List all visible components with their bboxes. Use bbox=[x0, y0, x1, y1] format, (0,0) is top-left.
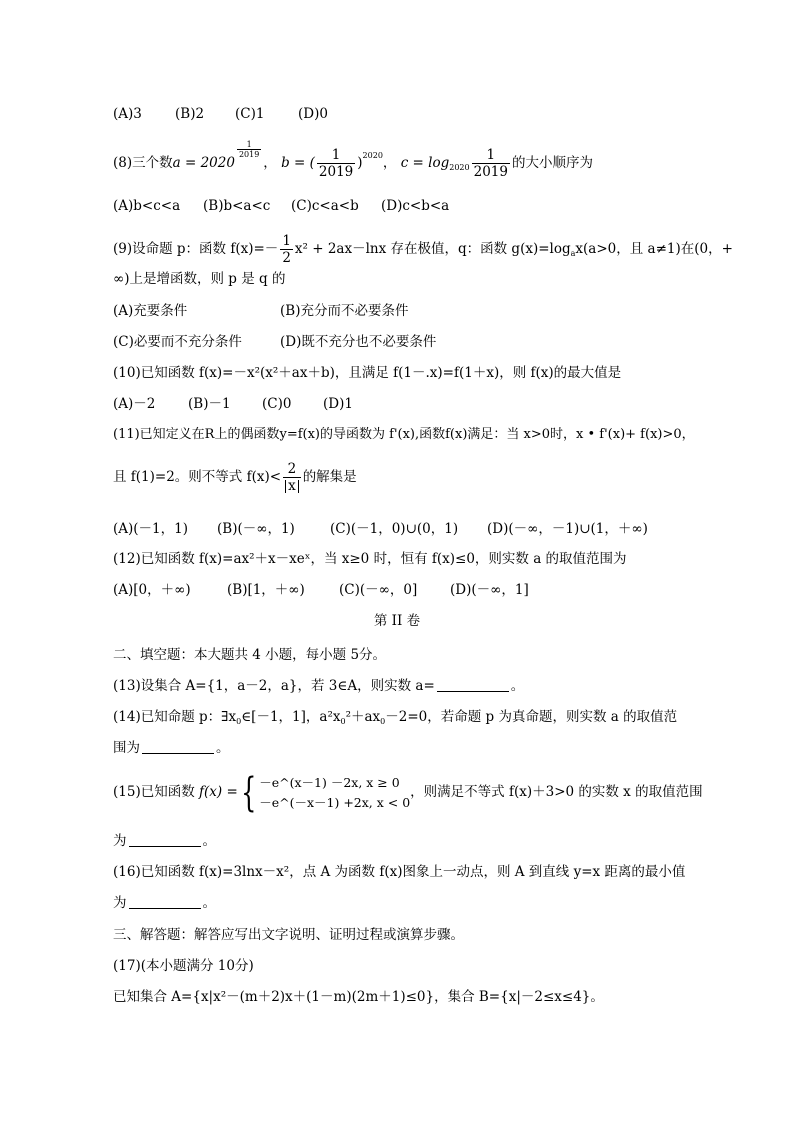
fraction-2-over-abs-x: $\frac{2}{x}$ bbox=[283, 461, 301, 494]
q10-option-b: (B)－1 bbox=[188, 396, 231, 412]
q8-option-d: (D)c<b<a bbox=[381, 198, 450, 214]
question-9-line-2: ∞)上是增函数，则 p 是 q 的 bbox=[113, 271, 286, 287]
question-11-line-1: (11)已知定义在R上的偶函数y=f(x)的导函数为 f'(x),函数f(x)满足：当 x>0时，x • f'(x)+ f(x)>0， bbox=[113, 427, 695, 442]
q9-option-c: (C)必要而不充分条件 bbox=[113, 334, 242, 350]
question-17-title: (17)(本小题满分 10分) bbox=[113, 958, 254, 974]
question-8: (8)三个数a = 2020 $\frac{1}{2019}$ ， b = ( $\frac{1}{2019}$ )$^{2020}$， $c = \log_{2020}$ $\frac{1}{2019}$ 的大小顺序为 bbox=[113, 140, 593, 180]
fraction-c: $\frac{1}{2019}$ bbox=[473, 147, 508, 180]
question-14-line-2: 围为 。 bbox=[113, 740, 230, 756]
q11-option-a: (A)(－1，1) bbox=[113, 521, 188, 537]
q8-option-b: (B)b<a<c bbox=[203, 198, 271, 214]
q11-option-c: (C)(－1，0)∪(0，1) bbox=[330, 521, 459, 537]
question-9-line-1: (9)设命题 p：函数 f(x)=－ $\frac{1}{2}$ x² + 2ax－lnx 存在极值，q：函数 $g(x)=\log_ax(a>0$，且 a≠1)在(0，+ bbox=[113, 233, 733, 266]
answer-blank bbox=[129, 894, 201, 909]
q12-option-d: (D)(－∞，1] bbox=[450, 582, 529, 598]
q7-option-d: (D)0 bbox=[298, 106, 328, 122]
question-11-line-2: 且 f(1)=2。则不等式 f(x)< $\frac{2}{x}$ 的解集是 bbox=[113, 461, 357, 494]
question-17-body: 已知集合 A={x|x²－(m＋2)x＋(1－m)(2m＋1)≤0}，集合 B={x|－2≤x≤4}。 bbox=[113, 989, 604, 1005]
q8-option-a: (A)b<c<a bbox=[113, 198, 181, 214]
q12-option-a: (A)[0，＋∞) bbox=[113, 582, 191, 598]
q11-option-b: (B)(－∞，1) bbox=[217, 521, 295, 537]
q12-option-b: (B)[1，＋∞) bbox=[227, 582, 305, 598]
question-15-line-1: (15)已知函数 f(x) ={ －e^(x－1) －2x, x ≥ 0 －e^(－x－1) +2x, x < 0 ，则满足不等式 f(x)＋3>0 的实数 x 的取值范围 bbox=[113, 769, 703, 816]
question-16-line-2: 为 。 bbox=[113, 895, 216, 911]
question-15-line-2: 为 。 bbox=[113, 833, 216, 849]
question-16-line-1: (16)已知函数 f(x)=3lnx－x²，点 A 为函数 f(x)图象上一动点，则 A 到直线 y=x 距离的最小值 bbox=[113, 864, 686, 880]
section-2-header: 二、填空题：本大题共 4 小题，每小题 5分。 bbox=[113, 647, 387, 663]
q10-option-d: (D)1 bbox=[323, 396, 353, 412]
left-brace: { bbox=[240, 769, 257, 816]
q10-option-a: (A)－2 bbox=[113, 396, 156, 412]
question-10: (10)已知函数 f(x)=－x²(x²＋ax＋b)，且满足 f(1－.x)=f(1＋x)，则 f(x)的最大值是 bbox=[113, 365, 622, 381]
fraction-b: $\frac{1}{2019}$ bbox=[318, 147, 354, 180]
section-3-header: 三、解答题：解答应写出文字说明、证明过程或演算步骤。 bbox=[113, 927, 464, 943]
fraction-half: $\frac{1}{2}$ bbox=[282, 233, 291, 266]
q9-option-b: (B)充分而不必要条件 bbox=[280, 303, 409, 319]
q8-option-c: (C)c<a<b bbox=[291, 198, 359, 214]
question-13: (13)设集合 A={1，a－2，a}，若 3∈A，则实数 a= 。 bbox=[113, 678, 525, 694]
q9-option-d: (D)既不充分也不必要条件 bbox=[280, 334, 437, 350]
q7-option-c: (C)1 bbox=[235, 106, 265, 122]
q11-option-d: (D)(－∞，－1)∪(1，＋∞) bbox=[487, 521, 648, 537]
part-2-title: 第 II 卷 bbox=[373, 613, 421, 629]
answer-blank bbox=[142, 739, 214, 754]
question-14-line-1: (14)已知命题 p：$\exists x_0\in[-1$，1]，$a^2x_0^2+ax_0-2=0$，若命题 p 为真命题，则实数 a 的取值范 bbox=[113, 709, 678, 726]
q9-option-a: (A)充要条件 bbox=[113, 303, 188, 319]
q7-option-b: (B)2 bbox=[175, 106, 205, 122]
answer-blank bbox=[437, 677, 509, 692]
exponent-fraction: $\frac{1}{2019}$ bbox=[238, 140, 260, 159]
answer-blank bbox=[129, 832, 201, 847]
q7-option-a: (A)3 bbox=[113, 106, 142, 122]
q10-option-c: (C)0 bbox=[262, 396, 292, 412]
question-12: (12)已知函数 f(x)=ax²＋x－xeˣ，当 x≥0 时，恒有 f(x)≤0，则实数 a 的取值范围为 bbox=[113, 551, 627, 567]
piecewise-cases: －e^(x－1) －2x, x ≥ 0 －e^(－x－1) +2x, x < 0 bbox=[259, 774, 411, 810]
q12-option-c: (C)(－∞，0] bbox=[339, 582, 418, 598]
